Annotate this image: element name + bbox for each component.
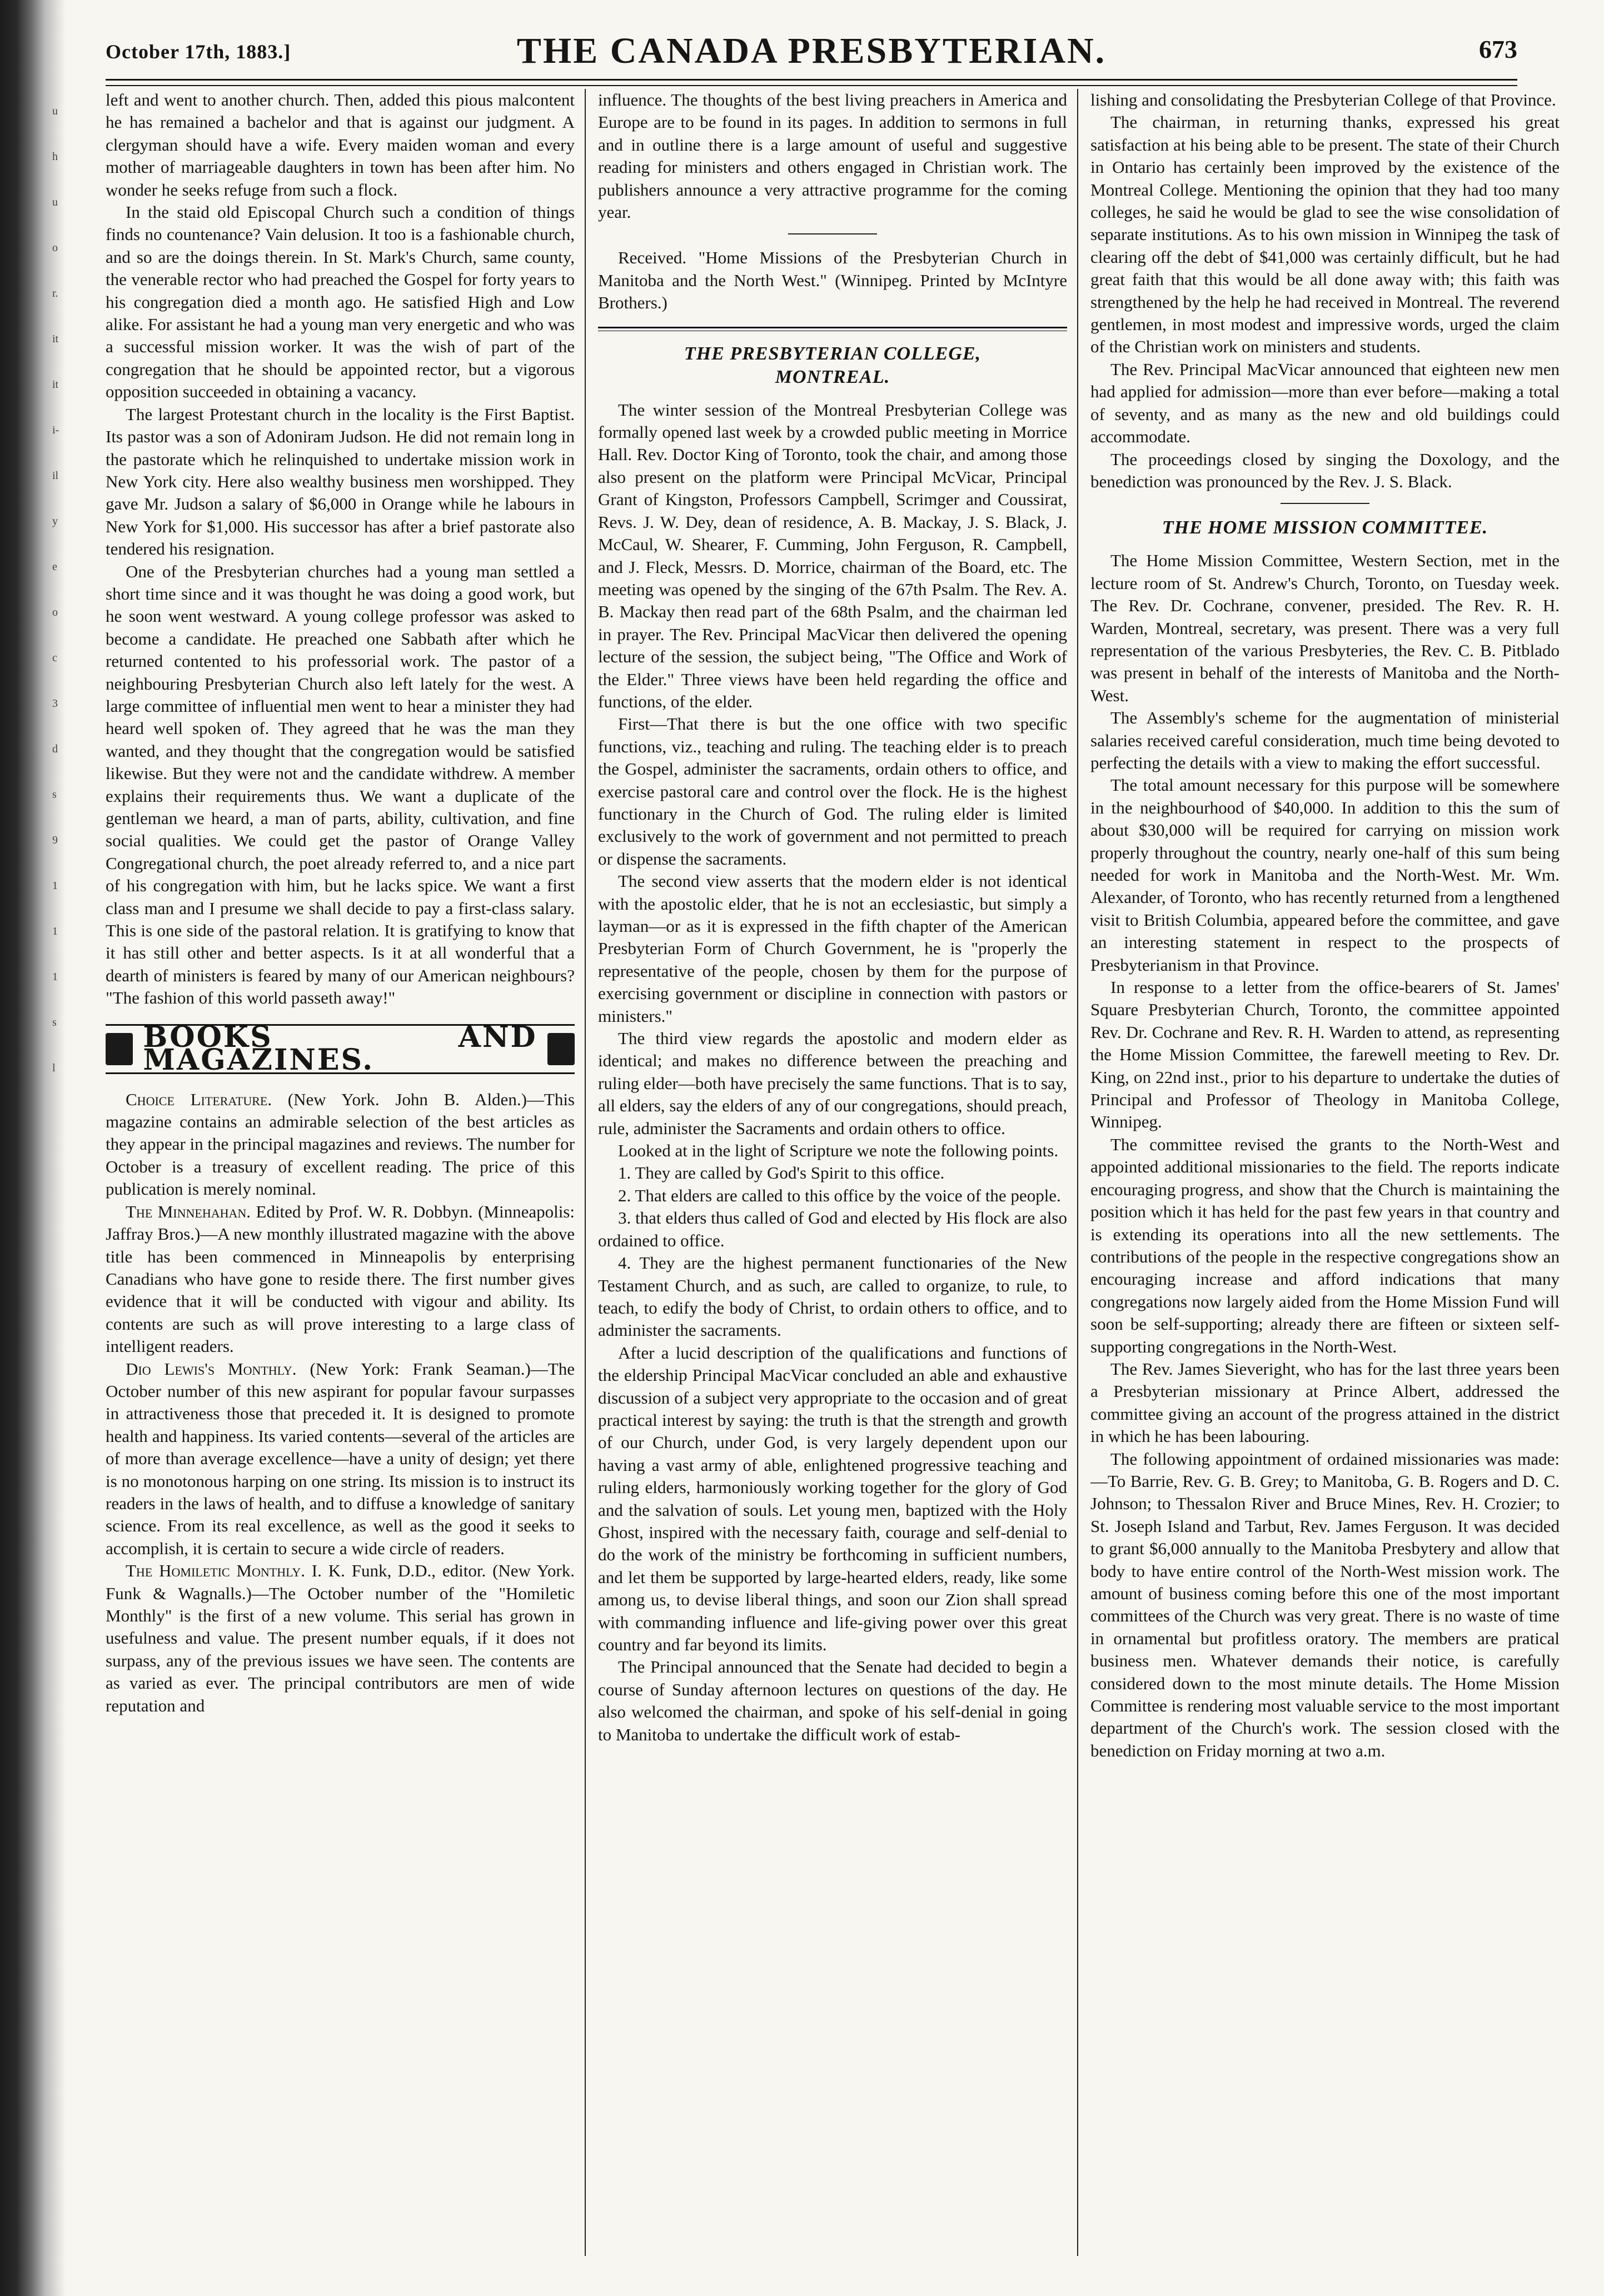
- college-section-heading: [598, 342, 1067, 389]
- review-entry: [106, 1560, 575, 1717]
- article-paragraph: The Assembly's scheme for the augmentation of ministerial salaries received careful consideration, much time being devoted to perfecting the details with a view to making the effort successful.: [1090, 708, 1560, 772]
- numbered-point: 1. They are called by God's Spirit to this office.: [618, 1163, 945, 1183]
- numbered-point: 3. that elders thus called of God and elected by His flock are also ordained to office.: [598, 1208, 1067, 1250]
- review-text: Edited by Prof. W. R. Dobbyn. (Minneapolis: Jaffray Bros.)—A new monthly illustrated magazine with the above title has been commenced in Minneapolis by enterprising Canadians who have gone to reside there. The first number gives evidence that it will be conducted with vigour and ability. Its contents are such as will prove interesting to a large class of intelligent readers.: [106, 1201, 575, 1356]
- margin-mark: l: [52, 1062, 56, 1074]
- margin-mark: u: [52, 105, 58, 117]
- column-2: [598, 89, 1067, 2256]
- numbered-point: 2. That elders are called to this office by the voice of the people.: [618, 1185, 1061, 1205]
- margin-mark: o: [52, 606, 58, 618]
- article-paragraph: influence. The thoughts of the best living preachers in America and Europe are to be found in its pages. In addition to sermons in full and in outline there is a large amount of useful and suggestive reading for ministers and others engaged in Christian work. The publishers announce a very attractive programme for the coming year.: [598, 90, 1067, 222]
- page-number: 673: [1479, 35, 1517, 63]
- newspaper-title: THE CANADA PRESBYTERIAN.: [516, 31, 1107, 71]
- article-paragraph: The following appointment of ordained missionaries was made:—To Barrie, Rev. G. B. Grey; to Manitoba, G. B. Rogers and D. C. Johnson; to Thessalon River and Bruce Mines, Rev. H. Crozier; to St. Joseph Island and Tarbut, Rev. James Ferguson. It was decided to grant $6,000 annually to the Manitoba Presbytery and allow that body to have entire control of the North-West mission work. The amount of business coming before this one of the most important committees of the Church was very great. There is no waste of time in ornamental but profitless oratory. The members are pratical business men. Whatever demands their notice, is carefully considered down to the most minute details. The Home Mission Committee is rendering most valuable service to the most important department of the Church's work. The session closed with the benediction on Friday morning at two a.m.: [1090, 1449, 1560, 1760]
- books-and-magazines-banner: [106, 1020, 575, 1077]
- margin-mark: it: [52, 333, 59, 345]
- margin-mark: o: [52, 242, 58, 254]
- article-paragraph: The Rev. James Sieveright, who has for the last three years been a Presbyterian missionary at Prince Albert, addressed the committee giving an account of the progress attained in the district in which he has been labouring.: [1090, 1359, 1560, 1446]
- margin-mark: 1: [52, 971, 58, 983]
- margin-mark: y: [52, 515, 58, 527]
- college-heading-line-2: MONTREAL.: [775, 366, 890, 387]
- margin-mark: c: [52, 652, 57, 664]
- article-paragraph: Looked at in the light of Scripture we note the following points.: [618, 1141, 1059, 1161]
- review-entry: [106, 1089, 575, 1201]
- home-mission-heading: THE HOME MISSION COMMITTEE.: [1162, 517, 1488, 538]
- margin-mark: 1: [52, 925, 58, 937]
- article-paragraph: The winter session of the Montreal Presbyterian College was formally opened last week by a crowded public meeting in Morrice Hall. Rev. Doctor King of Toronto, took the chair, and among those also present on the platform were Principal McVicar, Principal Grant of Kingston, Professors Campbell, Scrimger and Coussirat, Revs. J. W. Dey, dean of residence, A. B. Mackay, J. S. Black, J. McCaul, W. Shearer, F. Cumming, John Ferguson, R. Campbell, and J. Fleck, Messrs. D. Morrice, chairman of the Board, etc. The meeting was opened by the singing of the 67th Psalm. The Rev. A. B. Mackay then read part of the 68th Psalm, and the chairman led in prayer. The Rev. Principal MacVicar then delivered the opening lecture of the session, the subject being, "The Office and Work of the Elder." Three views have been held regarding the office and functions, of the elder.: [598, 400, 1067, 711]
- margin-mark: d: [52, 743, 58, 755]
- review-entry: [106, 1358, 575, 1560]
- article-paragraph: The total amount necessary for this purpose will be somewhere in the neighbourhood of $40,000. In addition to this the sum of about $30,000 will be required for carrying on mission work properly throughout the country, nearly one-half of this sum being needed for work in Manitoba and the North-West. Mr. Wm. Alexander, of Toronto, who has recently returned from a lengthened visit to British Columbia, appeared before the committee, and gave an interesting statement in respect to the prospects of Presbyterianism in that Province.: [1090, 775, 1560, 975]
- article-paragraph: First—That there is but the one office with two specific functions, viz., teaching and ruling. The teaching elder is to preach the Gospel, administer the sacraments, ordain others to office, and exercise pastoral care and control over the flock. He is the highest functionary in the Church of God. The ruling elder is limited exclusively to the work of government and not permitted to preach or dispense the sacraments.: [598, 714, 1067, 869]
- review-text: (New York. John B. Alden.)—This magazine contains an admirable selection of the best articles as they appear in the principal magazines and reviews. The number for October is a treasury of excellent reading. The price of this publication is merely nominal.: [106, 1089, 575, 1199]
- review-title: The Homiletic Monthly.: [126, 1561, 305, 1581]
- margin-mark: 1: [52, 880, 58, 892]
- margin-mark: s: [52, 1016, 57, 1029]
- margin-mark: u: [52, 196, 58, 208]
- article-paragraph: In response to a letter from the office-bearers of St. James' Square Presbyterian Church, Toronto, the committee appointed Rev. Dr. Cochrane and Rev. R. H. Warden to attend, as representing the Home Mission Committee, the farewell meeting to Rev. Dr. King, on 22nd inst., prior to his departure to undertake the duties of Principal and Professor of Theology in Manitoba College, Winnipeg.: [1090, 977, 1560, 1132]
- article-paragraph: The chairman, in returning thanks, expressed his great satisfaction at his being able to be present. The state of their Church in Ontario has certainly been improved by the existence of the Montreal College. Mentioning the opinion that they had too many colleges, he said he would be glad to see the wise consolidation of separate institutions. As to his own mission in Winnipeg the task of clearing off the debt of $41,000 was certainly difficult, but he had great faith that this would be all done away with; this faith was strengthened by the help he had received in Montreal. The reverend gentlemen, in most modest and impressive words, urged the claim of the Christian work on ministers and students.: [1090, 112, 1560, 357]
- ornamental-initial-m: [547, 1033, 575, 1065]
- short-divider: [1281, 503, 1369, 504]
- article-paragraph: The committee revised the grants to the North-West and appointed additional missionaries to the field. The reports indicate encouraging progress, and show that the Church is maintaining the position which it has held for the past few years in that country and is extending its operations into all the new settlements. The contributions of the people in the respective congregations show an encouraging increase and afford indications that many congregations now largely aided from the Home Mission Fund will soon be self-supporting; already there are fifteen or sixteen self-supporting congregations in the North-West.: [1090, 1134, 1560, 1356]
- review-entry: [106, 1201, 575, 1358]
- margin-mark: it: [52, 378, 59, 391]
- review-title: The Minnehahan.: [126, 1201, 251, 1221]
- article-paragraph: The largest Protestant church in the locality is the First Baptist. Its pastor was a son of Adoniram Judson. He did not remain long in the pastorate which he relinquished to undertake mission work in New York city. Here also wealthy business men worshipped. They gave Mr. Judson a salary of $6,000 in Orange while he labours in New York for $1,000. His successor has after a brief pastorate also tendered his resignation.: [106, 404, 575, 559]
- article-paragraph: After a lucid description of the qualifications and functions of the eldership Principal MacVicar concluded an able and exhaustive discussion of a subject very appropriate to the occasion and of great practical interest by saying: the truth is that the strength and growth of our Church, under God, is very largely dependent upon our having a vast army of able, enlightened progressive teaching and ruling elders, harmoniously working together for the glory of God and the salvation of souls. Let young men, baptized with the Holy Ghost, inspired with the necessary faith, courage and self-denial to do the work of the ministry be forthcoming in sufficient numbers, and let them be supported by large-hearted elders, ready, like some among us, to devise liberal things, and soon our Zion shall spread with commanding influence and life-giving power over this great country and far beyond its limits.: [598, 1342, 1067, 1654]
- section-rule: [598, 327, 1067, 331]
- article-paragraph: The Home Mission Committee, Western Section, met in the lecture room of St. Andrew's Church, Toronto, on Tuesday week. The Rev. Dr. Cochrane, convener, presided. The Rev. R. H. Warden, Montreal, secretary, was present. There was a very full representation of the various Presbyteries, the Rev. C. B. Pitblado was present in behalf of the interests of Manitoba and the North-West.: [1090, 551, 1560, 705]
- column-divider: [1077, 89, 1078, 2256]
- college-heading-line-1: THE PRESBYTERIAN COLLEGE,: [684, 343, 982, 364]
- margin-mark: s: [52, 788, 57, 801]
- margin-mark: il: [52, 470, 59, 482]
- short-divider: [788, 233, 877, 234]
- article-paragraph: One of the Presbyterian churches had a young man settled a short time since and it was thought he was doing a good work, but he soon went westward. A young college professor was asked to become a candidate. He preached one Sabbath after which he returned contented to his professorial work. The pastor of a neighbouring Presbyterian Church also left lately for the west. A large committee of influential men went to hear a minister they had heard well spoken of. They agreed that he was the man they wanted, and they thought that the congregation would be satisfied likewise. But they were not and the candidate withdrew. A member explains their requirements thus. We want a duplicate of the gentleman we heard, a man of parts, ability, cultivation, and fine social qualities. We could get the pastor of Orange Valley Congregational church, the poet already referred to, and a nice part of his congregation with him, but he lacks spice. We want a first class man and I presume we shall decide to pay a first-class salary. This is one side of the pastoral relation. It is gratifying to know that it has still other and better aspects. Is it at all wonderful that a dearth of ministers is feared by many of our American neighbours? "The fashion of this world passeth away!": [106, 561, 575, 1008]
- article-paragraph: lishing and consolidating the Presbyterian College of that Province.: [1090, 90, 1556, 109]
- page-header: [106, 22, 1517, 76]
- article-paragraph: The third view regards the apostolic and modern elder as identical; and makes no difference between the preaching and ruling elder—both have precisely the same functions. That is to say, all elders, say the elders of any of our congregations, should preach, rule, administer the Sacraments and ordain others to office.: [598, 1029, 1067, 1138]
- margin-mark: h: [52, 151, 58, 163]
- margin-mark: i-: [52, 424, 59, 436]
- review-title: Choice Literature.: [126, 1089, 272, 1109]
- column-1: [106, 89, 575, 2256]
- review-text: (New York: Frank Seaman.)—The October number of this new aspirant for popular favour surpasses in attractiveness those that preceded it. It is designed to promote health and happiness. Its varied contents—several of the articles are of more than average excellence—have a unity of design; yet there is no monotonous harping on one string. Its mission is to instruct its readers in the laws of health, and to diffuse a knowledge of sanitary science. From its real excellence, as well as the good it seeks to accomplish, it is certain to secure a wide circle of readers.: [106, 1359, 575, 1558]
- ornamental-initial-b: [106, 1033, 133, 1065]
- article-paragraph: In the staid old Episcopal Church such a condition of things finds no countenance? Vain delusion. It too is a fashionable church, and so are the doings therein. In St. Mark's Church, same county, the venerable rector who had preached the Gospel for forty years to his congregation died a month ago. He satisfied High and Low alike. For assistant he had a young man very energetic and who was a successful mission worker. It was the wish of part of the congregation that he should be appointed rector, but a vigorous opposition succeeded in obtaining a vacancy.: [106, 202, 575, 402]
- article-paragraph: The second view asserts that the modern elder is not identical with the apostolic elder, that he is not an ecclesiastic, but simply a layman—or as it is expressed in the fifth chapter of the American Presbyterian Form of Church Government, he is "properly the representative of the people, chosen by them for the purpose of exercising government or discipline in connection with pastors or ministers.": [598, 871, 1067, 1026]
- header-rule: [106, 79, 1517, 86]
- column-divider: [585, 89, 586, 2256]
- margin-mark: e: [52, 561, 57, 573]
- numbered-point: 4. They are the highest permanent functionaries of the New Testament Church, and as such, are called to organize, to rule, to teach, to edify the body of Christ, to ordain others to office, and to administer the sacraments.: [598, 1253, 1067, 1340]
- received-notice: Received. "Home Missions of the Presbyterian Church in Manitoba and the North West." (Winnipeg. Printed by McIntyre Brothers.): [598, 248, 1067, 313]
- article-paragraph: The Rev. Principal MacVicar announced that eighteen new men had applied for admission—more than ever before—making a total of seventy, and as many as the new and old buildings could accommodate.: [1090, 359, 1560, 447]
- review-text: I. K. Funk, D.D., editor. (New York. Funk & Wagnalls.)—The October number of the "Homiletic Monthly" is the first of a new volume. This serial has grown in usefulness and value. The present number equals, if it does not surpass, any of the previous issues we have seen. The contents are as varied as ever. The principal contributors are men of wide reputation and: [106, 1561, 575, 1715]
- column-3: [1090, 89, 1560, 2256]
- margin-mark: 9: [52, 834, 58, 846]
- header-date: October 17th, 1883.]: [106, 41, 291, 63]
- review-title: Dio Lewis's Monthly.: [126, 1359, 297, 1379]
- article-paragraph: left and went to another church. Then, added this pious malcontent he has remained a bachelor and that is against our judgment. A clergyman should have a wife. Every maiden woman and every mother of marriageable daughters in town has been after him. No wonder he seeks refuge from such a flock.: [106, 90, 575, 199]
- margin-mark: 3: [52, 697, 58, 710]
- margin-mark: r.: [52, 287, 58, 300]
- books-and-magazines-heading: BOOKS AND MAGAZINES.: [143, 1020, 537, 1077]
- article-paragraph: The Principal announced that the Senate had decided to begin a course of Sunday afternoon lectures on questions of the day. He also welcomed the chairman, and spoke of his self-denial in going to Manitoba to undertake the difficult work of estab-: [598, 1657, 1067, 1744]
- article-paragraph: The proceedings closed by singing the Doxology, and the benediction was pronounced by the Rev. J. S. Black.: [1090, 449, 1560, 491]
